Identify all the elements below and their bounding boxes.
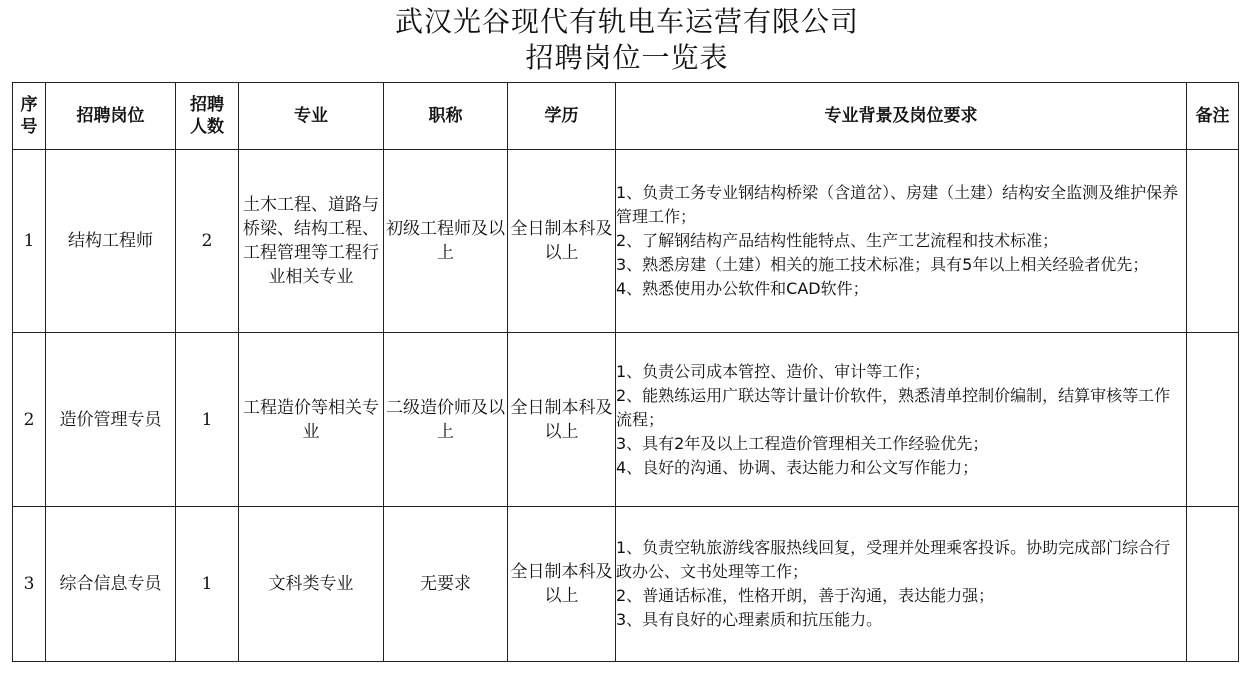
requirement-item: 4、良好的沟通、协调、表达能力和公文写作能力； [616,457,979,477]
recruitment-table [12,82,1239,662]
cell-title: 无要求 [384,506,508,661]
requirement-item: 2、了解钢结构产品结构性能特点、生产工艺流程和技术标准； [616,231,1059,251]
requirement-item: 1、负责空轨旅游线客服热线回复，受理并处理乘客投诉。协助完成部门综合行政办公、文书处理等工作； [616,537,1171,581]
cell-education: 全日制本科及以上 [508,150,616,333]
header-seq: 序号 [13,83,46,150]
header-education: 学历 [508,83,616,150]
cell-education: 全日制本科及以上 [508,333,616,506]
cell-count: 1 [176,506,239,661]
requirement-item: 4、熟悉使用办公软件和CAD软件； [616,279,869,299]
table-row [13,506,1239,661]
header-title: 职称 [384,83,508,150]
cell-remarks [1187,333,1239,506]
requirement-item: 1、负责公司成本管控、造价、审计等工作； [616,361,931,381]
cell-requirements [616,506,1187,661]
cell-major: 工程造价等相关专业 [239,333,384,506]
cell-title: 二级造价师及以上 [384,333,508,506]
header-count: 招聘人数 [176,83,239,150]
cell-remarks [1187,506,1239,661]
requirement-item: 2、普通话标准，性格开朗，善于沟通，表达能力强； [616,585,995,605]
table-row [13,333,1239,506]
table-row [13,150,1239,333]
cell-seq: 3 [13,506,46,661]
header-position: 招聘岗位 [46,83,176,150]
header-remarks: 备注 [1187,83,1239,150]
document-title [0,4,1254,76]
requirement-item: 3、熟悉房建（土建）相关的施工技术标准；具有5年以上相关经验者优先； [616,255,1149,275]
cell-seq: 1 [13,150,46,333]
cell-remarks [1187,150,1239,333]
requirement-item: 2、能熟练运用广联达等计量计价软件，熟悉清单控制价编制，结算审核等工作流程； [616,385,1171,429]
cell-position: 结构工程师 [46,150,176,333]
cell-major: 土木工程、道路与桥梁、结构工程、工程管理等工程行业相关专业 [239,150,384,333]
cell-requirements [616,150,1187,333]
cell-seq: 2 [13,333,46,506]
requirement-item: 3、具有2年及以上工程造价管理相关工作经验优先； [616,433,989,453]
requirement-item: 1、负责工务专业钢结构桥梁（含道岔）、房建（土建）结构安全监测及维护保养管理工作； [616,183,1179,227]
header-requirements: 专业背景及岗位要求 [616,83,1187,150]
requirement-item: 3、具有良好的心理素质和抗压能力。 [616,609,883,629]
cell-title: 初级工程师及以上 [384,150,508,333]
cell-position: 造价管理专员 [46,333,176,506]
cell-count: 1 [176,333,239,506]
table-header-row [13,83,1239,150]
cell-position: 综合信息专员 [46,506,176,661]
company-name: 武汉光谷现代有轨电车运营有限公司 [394,5,859,38]
cell-major: 文科类专业 [239,506,384,661]
cell-count: 2 [176,150,239,333]
cell-education: 全日制本科及以上 [508,506,616,661]
table-title: 招聘岗位一览表 [525,41,729,74]
cell-requirements [616,333,1187,506]
header-major: 专业 [239,83,384,150]
